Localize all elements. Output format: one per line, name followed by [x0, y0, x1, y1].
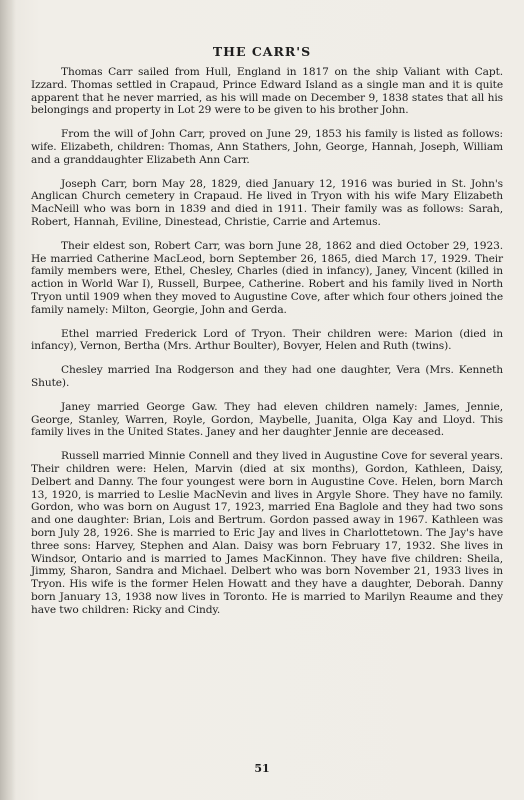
paragraph-thomas-carr: Thomas Carr sailed from Hull, England in 1817 on the ship Valiant with Capt. Izzard. Thomas settled in Crapaud, Prince Edward Island as a single man and it is quite apparent that he never married, as his will made on December 9, 1838 states that all his belongings and property in Lot 29 were to be given to his brother John.	[31, 66, 503, 117]
paragraph-joseph-carr: Joseph Carr, born May 28, 1829, died January 12, 1916 was buried in St. John's Anglican Church cemetery in Crapaud. He lived in Tryon with his wife Mary Elizabeth MacNeill who was born in 1839 and died in 1911. Their family was as follows: Sarah, Robert, Hannah, Eviline, Dinestead, Christie, Carrie and Artemus.	[31, 177, 503, 228]
binding-gutter	[0, 0, 16, 800]
paragraph-chesley: Chesley married Ina Rodgerson and they had one daughter, Vera (Mrs. Kenneth Shute).	[31, 364, 503, 389]
paragraph-ethel: Ethel married Frederick Lord of Tryon. Their children were: Marion (died in infancy), Vernon, Bertha (Mrs. Arthur Boulter), Bovyer, Helen and Ruth (twins).	[31, 327, 503, 353]
paragraph-russell: Russell married Minnie Connell and they lived in Augustine Cove for several years. Their children were: Helen, Marvin (died at six months), Gordon, Kathleen, Daisy, Delbert and Danny. The four youngest were born in Augustine Cove. Helen, born March 13, 1920, is married to Leslie MacNevin and lives in Argyle Shore. They have no family. Gordon, who was born on August 17, 1923, married Ena Baglole and they had two sons and one daughter: Brian, Lois and Bertrum. Gordon passed away in 1967. Kathleen was born July 28, 1926. She is married to Eric Jay and lives in Charlottetown. The Jay's have three sons: Harvey, Stephen and Alan. Daisy was born February 17, 1932. She lives in Windsor, Ontario and is married to James MacKinnon. They have five children: Sheila, Jimmy, Sharon, Sandra and Michael. Delbert who was born November 21, 1933 lives in Tryon. His wife is the former Helen Howatt and they have a daughter, Deborah. Danny born January 13, 1938 now lives in Toronto. He is married to Marilyn Reaume and they have two children: Ricky and Cindy.	[31, 450, 503, 616]
paragraph-janey: Janey married George Gaw. They had eleven children namely: James, Jennie, George, Stanley, Warren, Royle, Gordon, Maybelle, Juanita, Olga Kay and Lloyd. This family lives in the United States. Janey and her daughter Jennie are deceased.	[31, 400, 503, 439]
paragraph-robert-carr: Their eldest son, Robert Carr, was born June 28, 1862 and died October 29, 1923. He married Catherine MacLeod, born September 26, 1865, died March 17, 1929. Their family members were, Ethel, Chesley, Charles (died in infancy), Janey, Vincent (killed in action in World War I), Russell, Burpee, Catherine. Robert and his family lived in North Tryon until 1909 when they moved to Augustine Cove, after which four others joined the family namely: Milton, Georgie, John and Gerda.	[31, 239, 503, 316]
body-text	[31, 66, 503, 627]
page-title: THE CARR'S	[212, 44, 312, 59]
paragraph-john-carr-will: From the will of John Carr, proved on June 29, 1853 his family is listed as follows: wife. Elizabeth, children: Thomas, Ann Stathers, John, George, Hannah, Joseph, William and a granddaughter Elizabeth Ann Carr.	[31, 128, 503, 166]
page-number: 51	[254, 762, 270, 775]
